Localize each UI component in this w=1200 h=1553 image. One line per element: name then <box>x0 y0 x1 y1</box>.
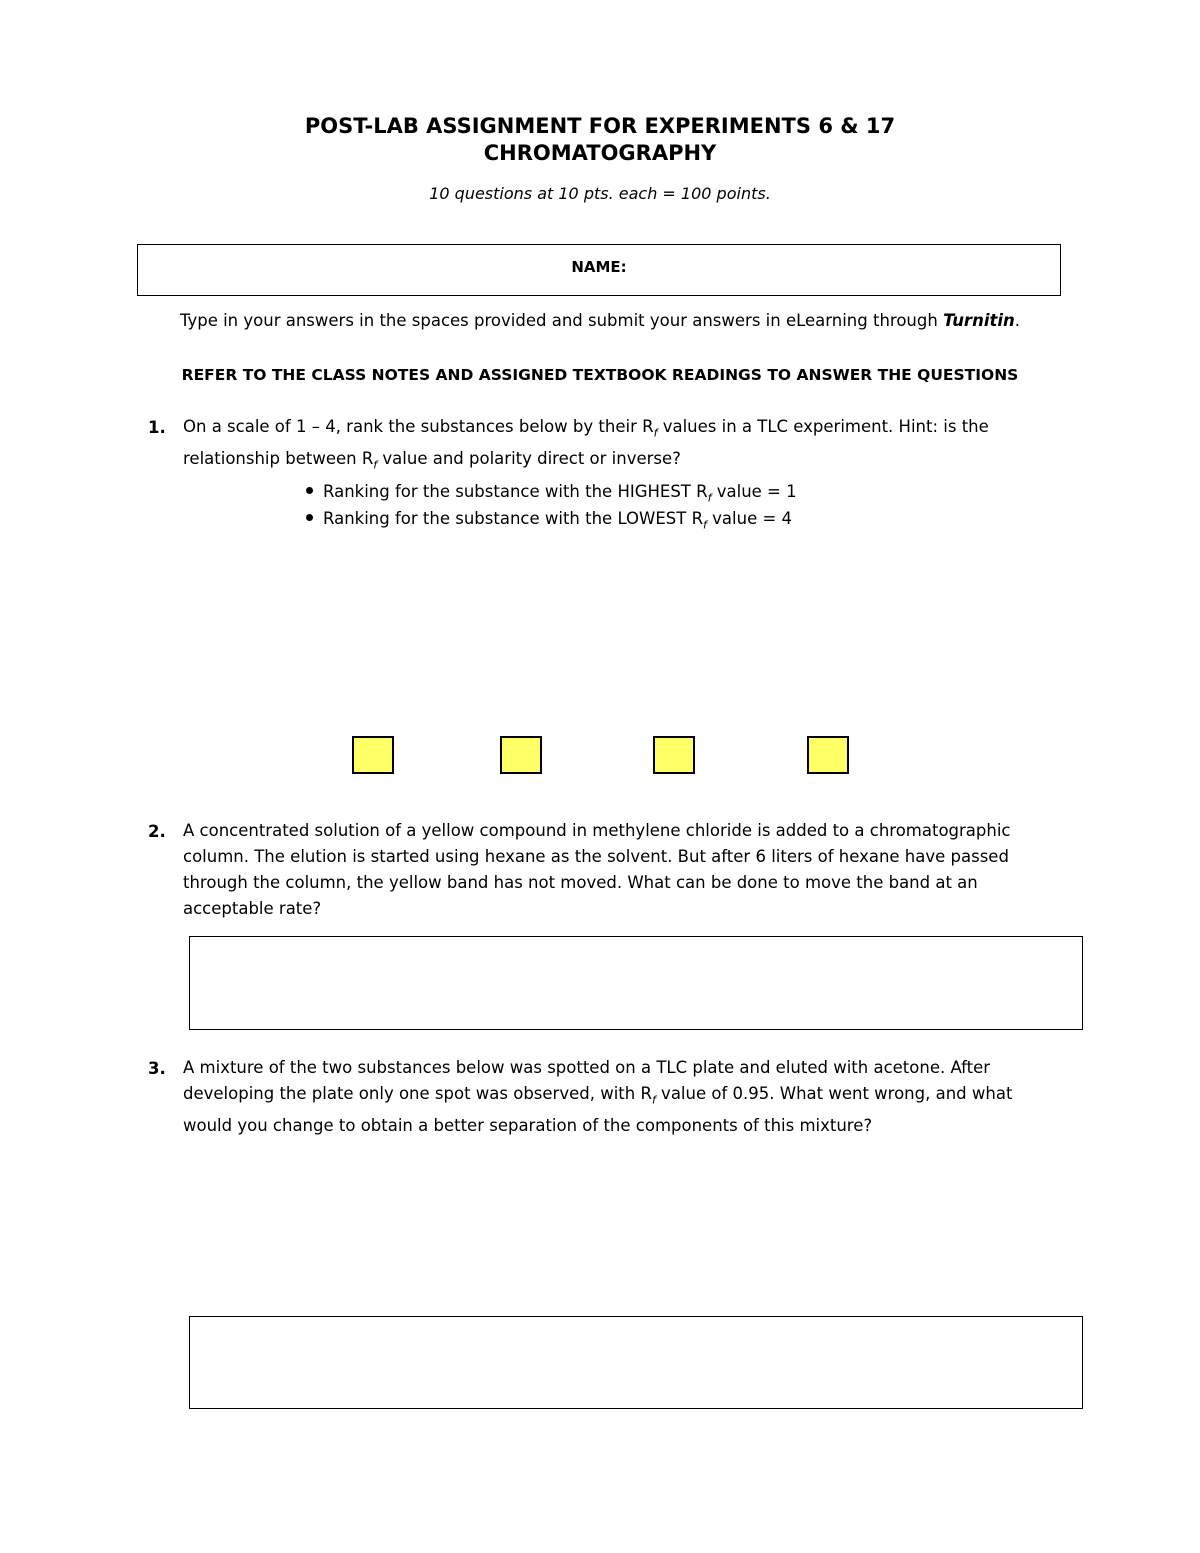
question-1-bullet-highest: Ranking for the substance with the HIGHEST $R_f$ value = 1 <box>306 482 797 504</box>
turnitin-emphasis: Turnitin <box>943 311 1015 330</box>
rank-answer-box-3[interactable] <box>653 736 695 774</box>
rank-answer-box-1[interactable] <box>352 736 394 774</box>
question-1-text: On a scale of 1 – 4, rank the substances below by their $R_f$ values in a TLC experiment. Hint: is the relationship between $R_f$ value and polarity direct or inverse? <box>183 417 989 472</box>
rank-answer-box-4[interactable] <box>807 736 849 774</box>
question-2-number: 2. <box>148 822 166 841</box>
question-2-text: A concentrated solution of a yellow compound in methylene chloride is added to a chromatographic column. The elution is started using hexane as the solvent. But after 6 liters of hexane have passed through the column, the yellow band has not moved. What can be done to move the band at an acceptable rate? <box>183 821 1011 918</box>
bullet-icon <box>306 514 313 521</box>
question-3-answer-box[interactable] <box>189 1316 1083 1409</box>
question-2-answer-box[interactable] <box>189 936 1083 1030</box>
bullet-icon <box>306 487 313 494</box>
instructions: Type in your answers in the spaces provided and submit your answers in eLearning through Turnitin. <box>179 311 1021 330</box>
page-subtitle-topic: CHROMATOGRAPHY <box>483 141 717 165</box>
refer-heading: REFER TO THE CLASS NOTES AND ASSIGNED TEXTBOOK READINGS TO ANSWER THE QUESTIONS <box>181 366 1019 384</box>
name-field[interactable] <box>137 244 1061 296</box>
question-3-text: A mixture of the two substances below was spotted on a TLC plate and eluted with acetone. After developing the plate only one spot was observed, with $R_f$ value of 0.95. What went wrong, and what would you change to obtain a better separation of the components of this mixture? <box>183 1058 1013 1136</box>
page-title: POST-LAB ASSIGNMENT FOR EXPERIMENTS 6 & 17 <box>304 114 896 138</box>
question-1-number: 1. <box>148 418 166 437</box>
rank-answer-box-2[interactable] <box>500 736 542 774</box>
name-label: NAME: <box>571 258 627 276</box>
points-summary: 10 questions at 10 pts. each = 100 points. <box>429 184 771 203</box>
question-3-number: 3. <box>148 1059 166 1078</box>
question-1-bullet-lowest: Ranking for the substance with the LOWEST $R_f$ value = 4 <box>306 509 792 531</box>
